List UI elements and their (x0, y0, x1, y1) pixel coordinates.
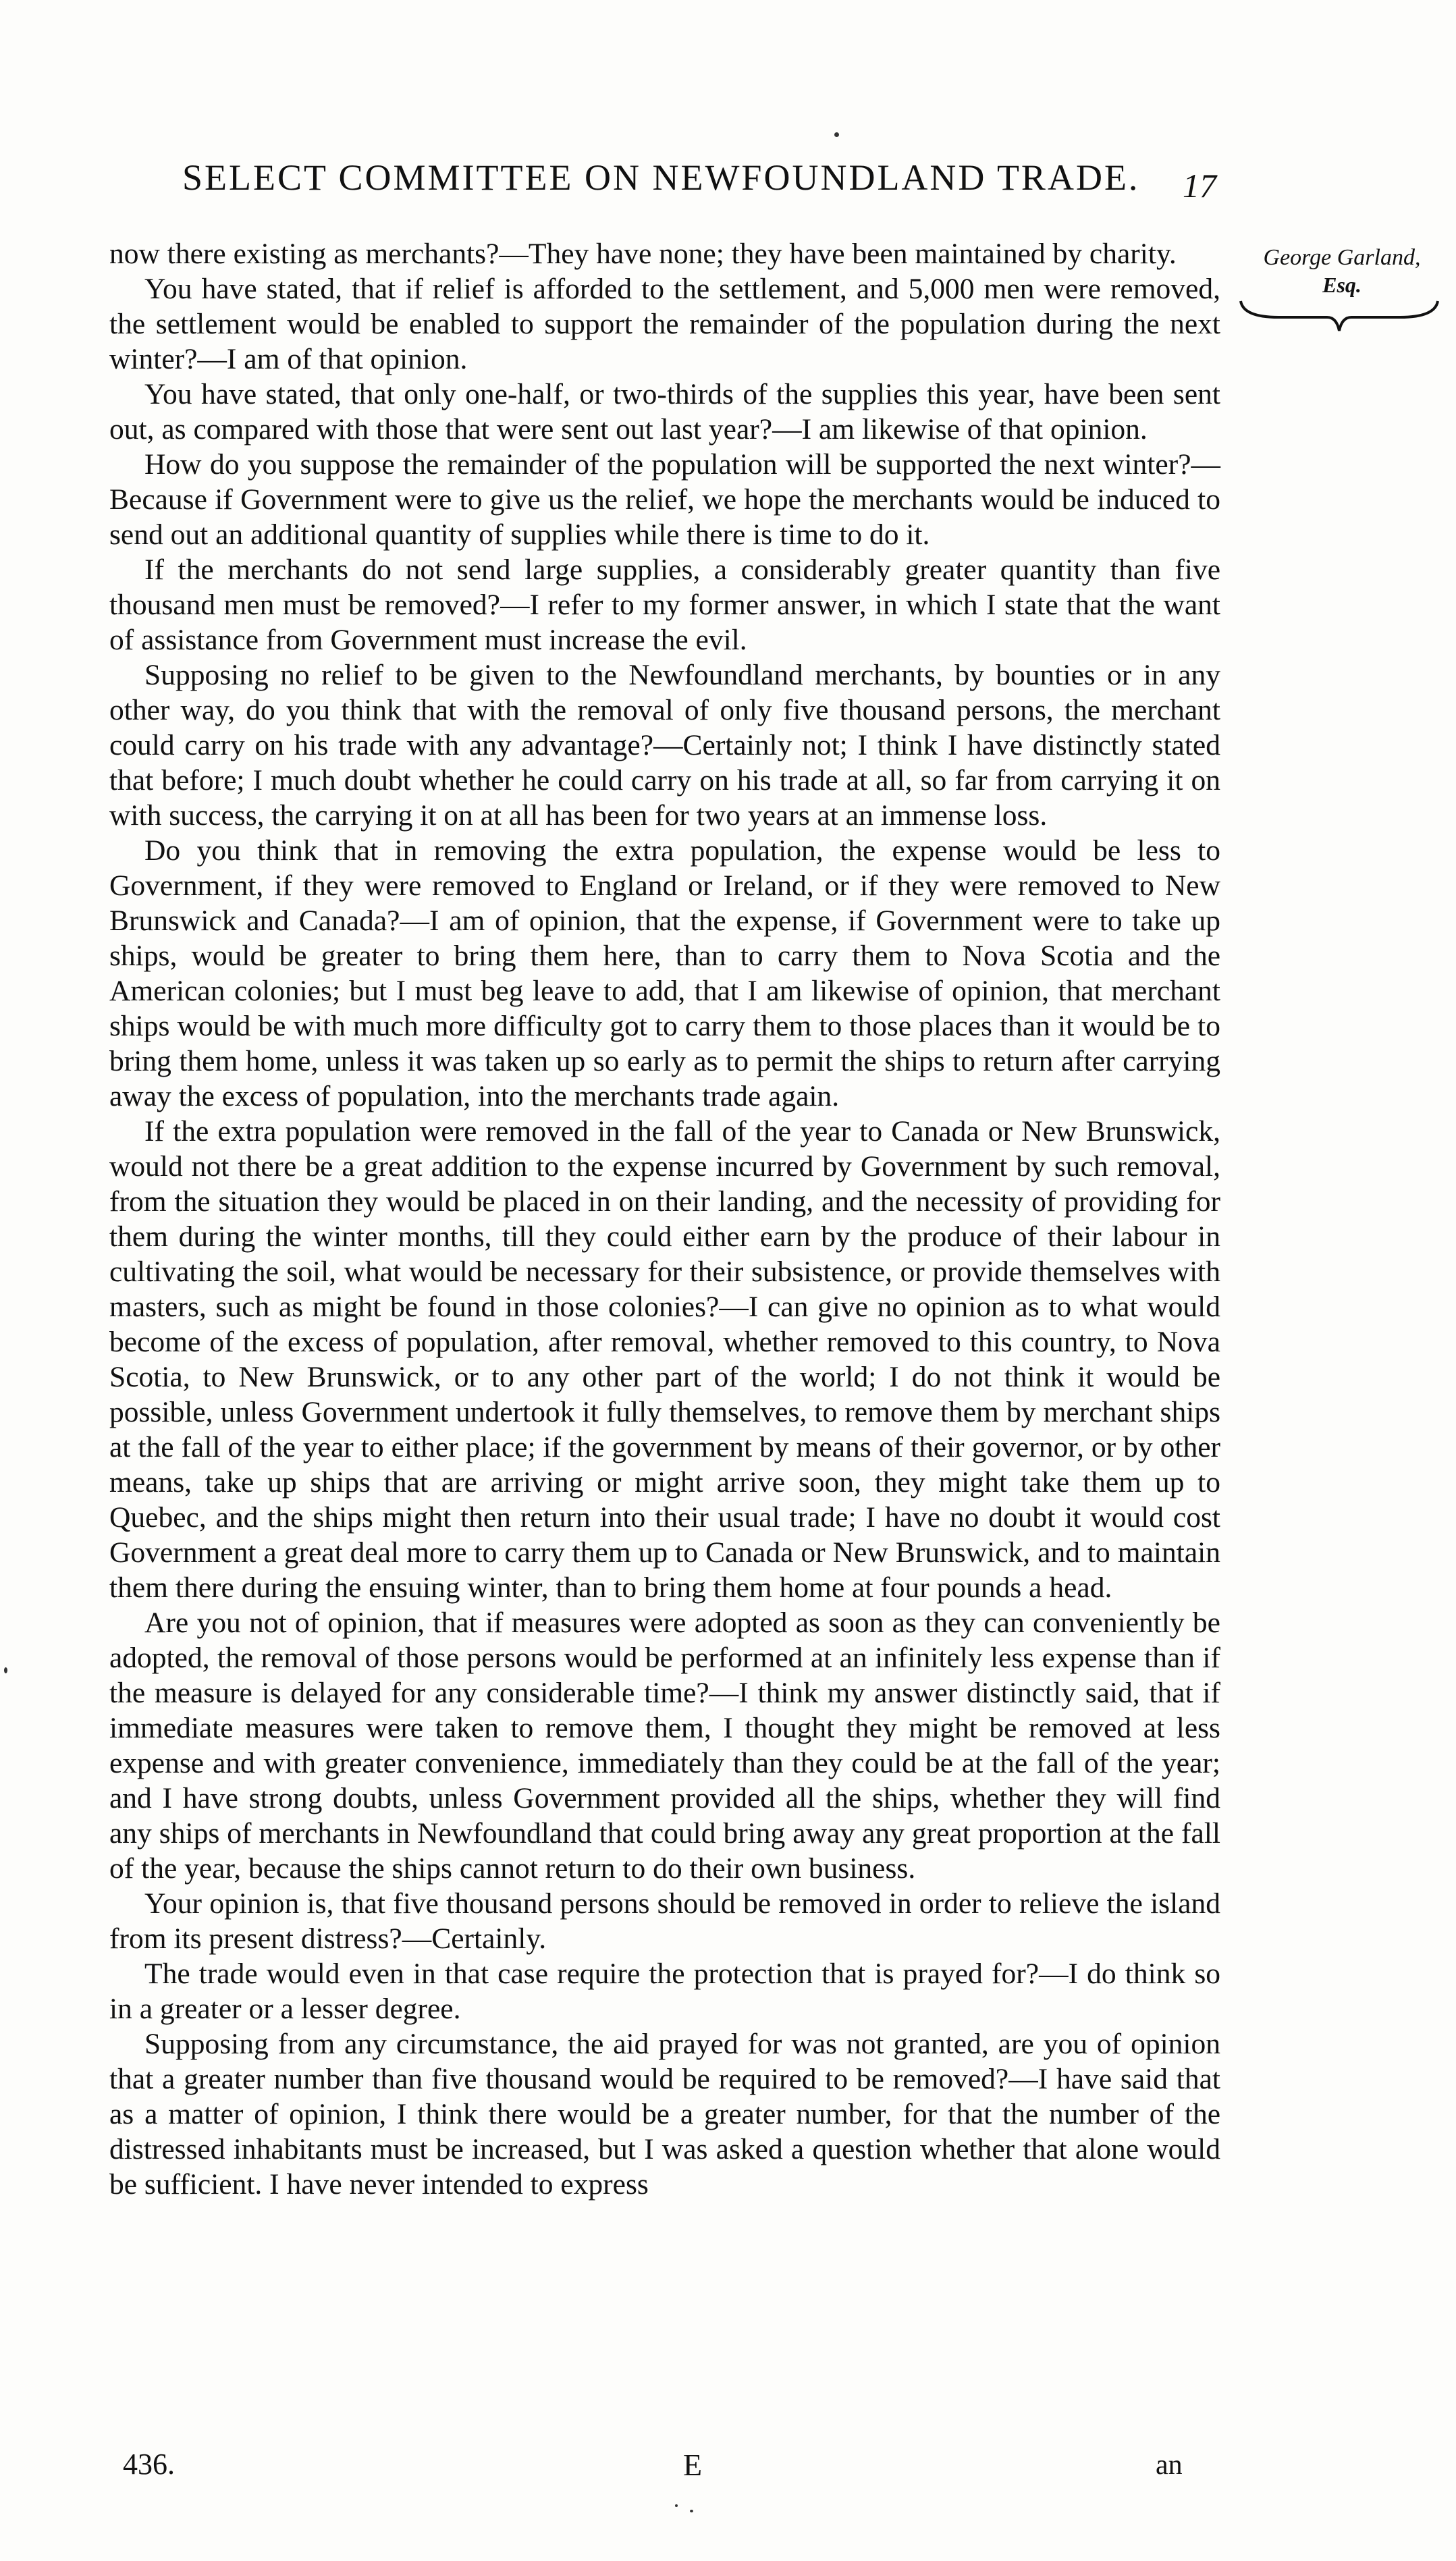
paragraph-3: You have stated, that only one-half, or two-thirds of the supplies this year, have been sent out, as compared with those that were sent out last year?—I am likewise of that opinion. (109, 378, 1220, 446)
paragraph-4: How do you suppose the remainder of the population will be supported the next winter?—Because if Government were to give us the relief, we hope the merchants would be induced to send out an additional quantity of supplies while there is time to do it. (109, 448, 1220, 551)
catchword: an (1156, 2450, 1183, 2481)
paragraph-7: Do you think that in removing the extra population, the expense would be less to Government, if they were removed to England or Ireland, or if they were removed to New Brunswick and Canada?—I am of opinion, that the expense, if Government were to take up ships, would be greater to bring them here, than to carry them to Nova Scotia and the American colonies; but I must beg leave to add, that I am likewise of opinion, that merchant ships would be with much more difficulty got to carry them to those places than it would be to bring them home, unless it was taken up so early as to permit the ships to return after carrying away the excess of population, into the merchants trade again. (109, 834, 1220, 1112)
paragraph-9: Are you not of opinion, that if measures were adopted as soon as they can conveniently be adopted, the removal of those persons would be performed at an infinitely less expense than if the measure is delayed for any considerable time?—I think my answer distinctly said, that if immediate measures were taken to remove them, I thought they might be removed at less expense and with greater convenience, immediately than they could be at the fall of the year; and I have strong doubts, unless Government provided all the ships, whether they will find any ships of merchants in Newfoundland that could bring away any great proportion at the fall of the year, because the ships cannot return to do their own business. (109, 1607, 1220, 1885)
margin-brace-icon (1238, 297, 1440, 338)
page-number: 17 (1183, 167, 1216, 205)
ink-speck (834, 132, 839, 137)
ink-speck (690, 2510, 693, 2512)
running-head-title: SELECT COMMITTEE ON NEWFOUNDLAND TRADE. (182, 157, 1140, 198)
ink-speck (4, 1667, 7, 1673)
paragraph-12: Supposing from any circumstance, the aid prayed for was not granted, are you of opinion that a greater number than five thousand would be required to be removed?—I have said that as a matter of opinion, I think there would be a greater number, for that the number of the distressed inhabitants must be increased, but I was asked a question whether that alone would be sufficient. I have never intended to express (109, 2028, 1220, 2201)
paragraph-1: now there existing as merchants?—They have none; they have been maintained by charity. (109, 238, 1177, 270)
witness-suffix: Esq. (1322, 273, 1361, 297)
margin-note-witness (1241, 244, 1443, 298)
paragraph-5: If the merchants do not send large supplies, a considerably greater quantity than five thousand men must be removed?—I refer to my former answer, in which I state that the want of assistance from Government must increase the evil. (109, 554, 1220, 656)
paragraph-10: Your opinion is, that five thousand persons should be removed in order to relieve the island from its present distress?—Certainly. (109, 1887, 1220, 1955)
testimony-body (109, 236, 1220, 2202)
paragraph-11: The trade would even in that case require the protection that is prayed for?—I do think so in a greater or a lesser degree. (109, 1958, 1220, 2025)
paragraph-8: If the extra population were removed in the fall of the year to Canada or New Brunswick, would not there be a great addition to the expense incurred by Government by such removal, from the situation they would be placed in on their landing, and the necessity of providing for them during the winter months, till they could either earn by the produce of their labour in cultivating the soil, what would be necessary for their subsistence, or provide themselves with masters, such as might be found in those colonies?—I can give no opinion as to what would become of the excess of population, after removal, whether removed to this country, to Nova Scotia, to New Brunswick, or to any other part of the world; I do not think it would be possible, unless Government undertook it fully themselves, to remove them by merchant ships at the fall of the year to either place; if the government by means of their governor, or by other means, take up ships that are arriving or might arrive soon, they might take them up to Quebec, and the ships might then return into their usual trade; I have no doubt it would cost Government a great deal more to carry them up to Canada or New Brunswick, and to maintain them there during the ensuing winter, than to bring them home at four pounds a head. (109, 1115, 1220, 1604)
paragraph-6: Supposing no relief to be given to the Newfoundland merchants, by bounties or in any other way, do you think that with the removal of only five thousand persons, the merchant could carry on his trade with any advantage?—Certainly not; I think I have distinctly stated that before; I much doubt whether he could carry on his trade at all, so far from carrying it on with success, the carrying it on at all has been for two years at an immense loss. (109, 659, 1220, 832)
witness-name: George Garland, (1263, 245, 1421, 270)
paragraph-2: You have stated, that if relief is afforded to the settlement, and 5,000 men were removed, the settlement would be enabled to support the remainder of the population during the next winter?—I am of that opinion. (109, 273, 1220, 375)
ink-speck (675, 2504, 678, 2507)
gathering-letter: E (683, 2448, 703, 2482)
signature-mark: 436. (123, 2448, 175, 2481)
